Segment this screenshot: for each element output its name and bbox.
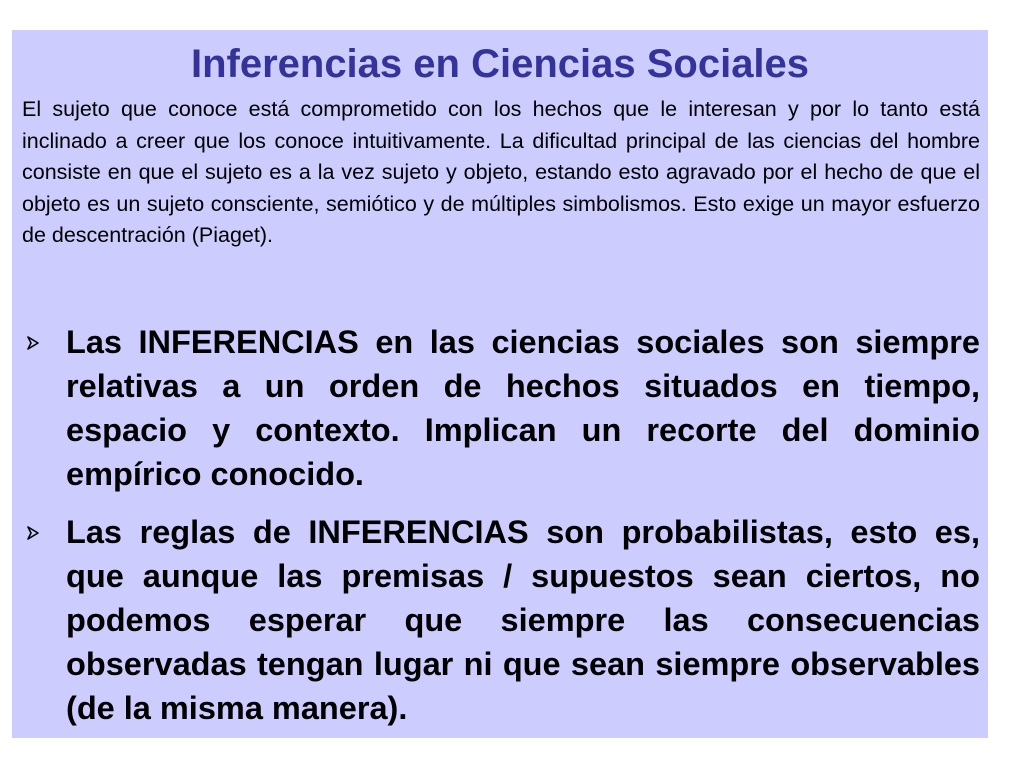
arrow-bullet-icon <box>22 510 66 554</box>
intro-paragraph: El sujeto que conoce está comprometido con los hechos que le interesan y por lo tanto está inclinado a creer que los conoce intuitivamente. La dificultad principal de las ciencias del hombre consiste en que el sujeto es a la vez sujeto y objeto, estando esto agravado por el hecho de que el objeto es un sujeto consciente, semiótico y de múltiples simbolismos. Esto exige un mayor esfuerzo de descentración (Piaget). <box>22 97 980 247</box>
bullet-list <box>22 320 980 744</box>
bullet-text: Las INFERENCIAS en las ciencias sociales son siempre relativas a un orden de hechos situados en tiempo, espacio y contexto. Implican un recorte del dominio empírico conocido. <box>66 324 980 492</box>
arrow-bullet-icon <box>22 320 66 364</box>
list-item <box>22 510 980 730</box>
list-item <box>22 320 980 496</box>
slide-title: Inferencias en Ciencias Sociales <box>190 42 810 86</box>
slide-panel <box>12 30 988 738</box>
bullet-text: Las reglas de INFERENCIAS son probabilistas, esto es, que aunque las premisas / supuestos sean ciertos, no podemos esperar que siempre las consecuencias observadas tengan lugar ni que sean siempre observables (de la misma manera). <box>66 514 980 726</box>
